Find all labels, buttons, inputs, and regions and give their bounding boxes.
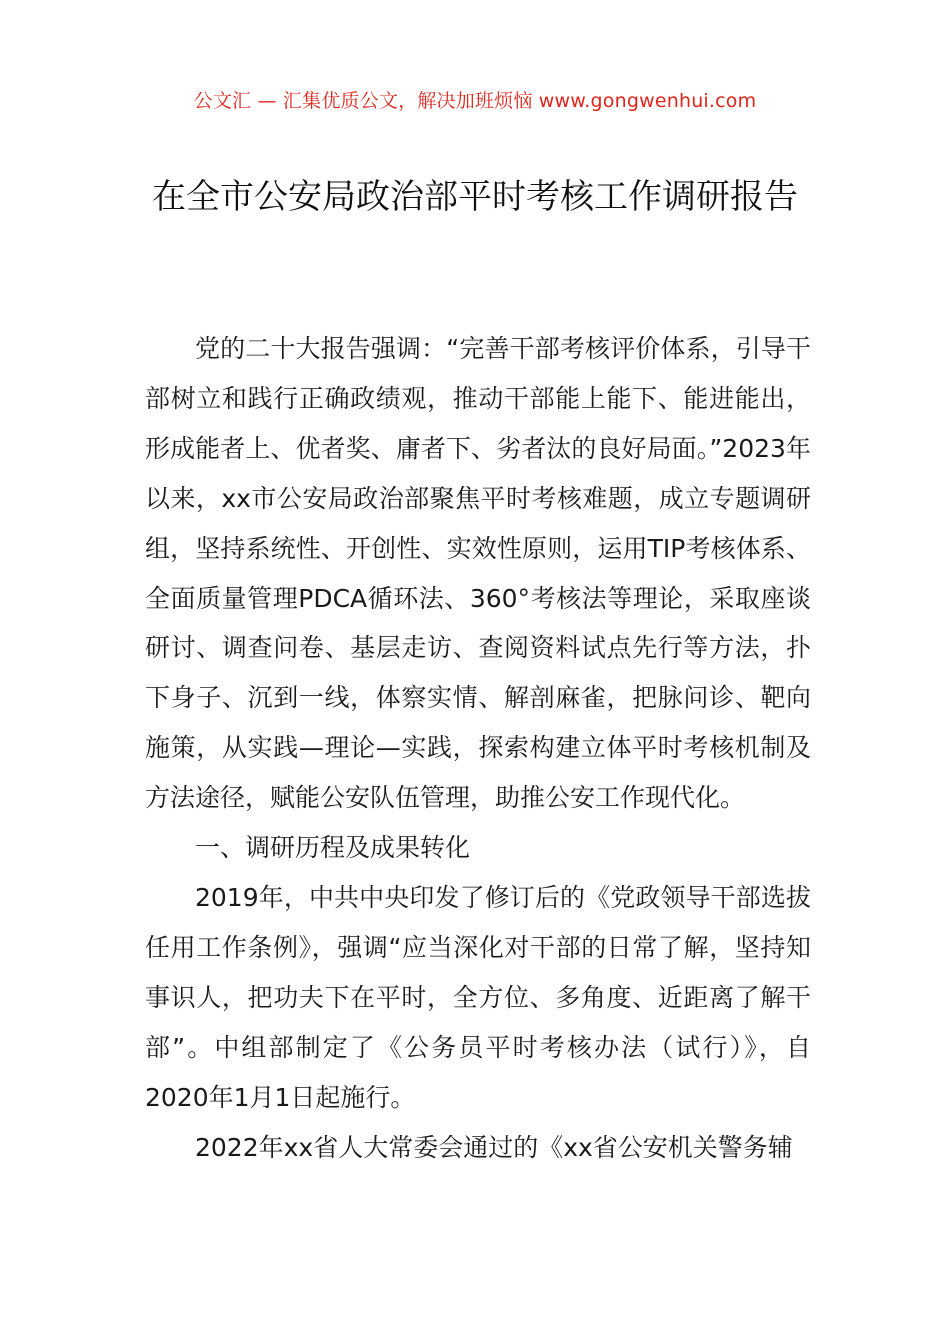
document-title: 在全市公安局政治部平时考核工作调研报告	[152, 177, 798, 217]
section-heading: 一、调研历程及成果转化	[195, 833, 471, 863]
document-body	[145, 324, 811, 1172]
section-paragraph: 2019年，中共中央印发了修订后的《党政领导干部选拔任用工作条例》，强调“应当深化对干部的日常了解，坚持知事识人，把功夫下在平时，全方位、多角度、近距离了解干部”。中组部制定了《公务员平时考核办法（试行）》，自2020年1月1日起施行。	[145, 882, 811, 1112]
watermark-banner: 公文汇 — 汇集优质公文，解决加班烦恼 www.gongwenhui.com	[193, 90, 757, 112]
section-paragraph: 2022年xx省人大常委会通过的《xx省公安机关警务辅	[195, 1132, 793, 1162]
intro-paragraph: 党的二十大报告强调：“完善干部考核评价体系，引导干部树立和践行正确政绩观，推动干部能上能下、能进能出，形成能者上、优者奖、庸者下、劣者汰的良好局面。”2023年以来，xx市公安局政治部聚焦平时考核难题，成立专题调研组，坚持系统性、开创性、实效性原则，运用TIP考核体系、全面质量管理PDCA循环法、360°考核法等理论，采取座谈研讨、调查问卷、基层走访、查阅资料试点先行等方法，扑下身子、沉到一线，体察实情、解剖麻雀，把脉问诊、靶向施策，从实践—理论—实践，探索构建立体平时考核机制及方法途径，赋能公安队伍管理，助推公安工作现代化。	[145, 334, 811, 813]
